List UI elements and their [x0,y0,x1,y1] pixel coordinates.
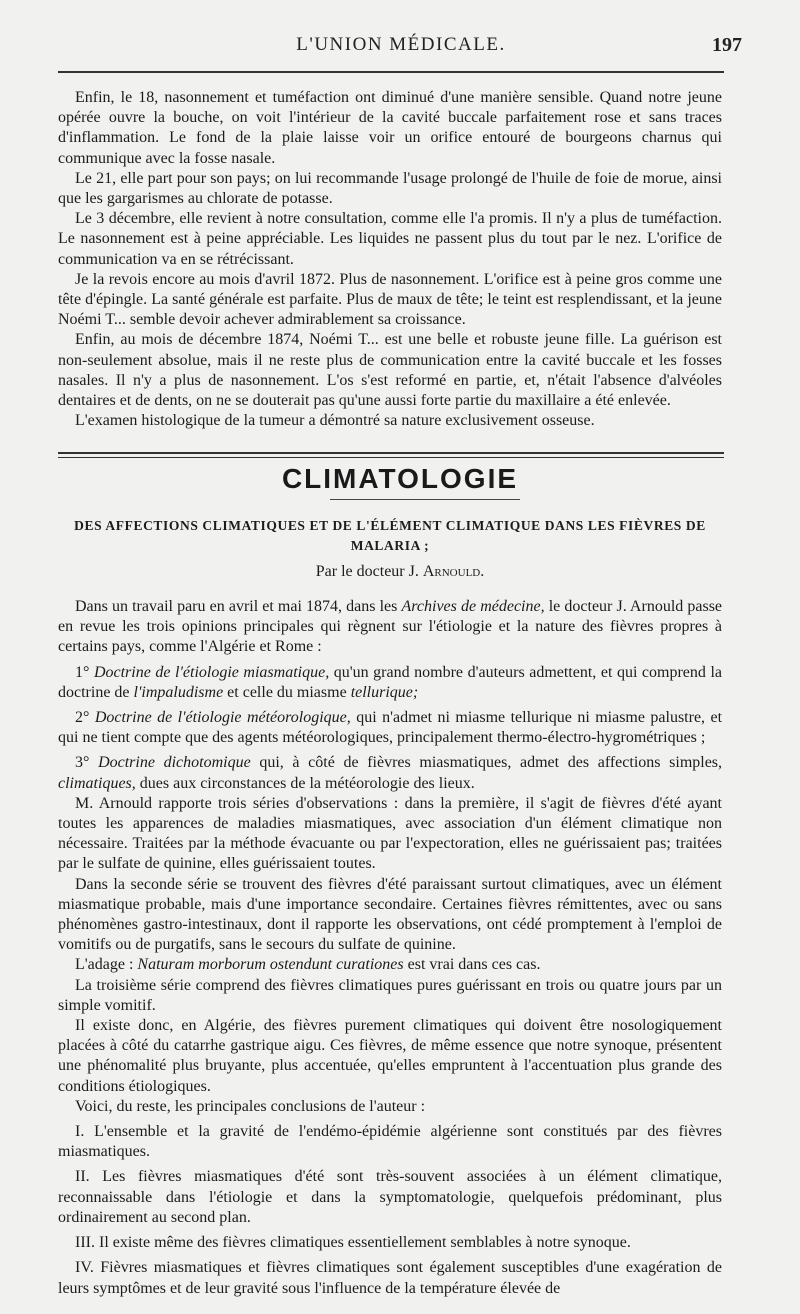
paragraph: Le 21, elle part pour son pays; on lui recommande l'usage prolongé de l'huile de foie de morue, ainsi que les gargarismes au chlorate de potasse. [58,169,722,208]
conclusions-intro: Voici, du reste, les principales conclusions de l'auteur : [75,1097,426,1115]
case-report-continuation [58,88,722,431]
page-number: 197 [712,34,742,56]
running-header [60,34,742,62]
article-title: DES AFFECTIONS CLIMATIQUES ET DE L'ÉLÉMENT CLIMATIQUE DANS LES FIÈVRES DE MALARIA ; [74,518,706,553]
title-underline [330,499,520,500]
paragraph: Enfin, le 18, nasonnement et tuméfaction ont diminué d'une manière sensible. Quand notre jeune opérée ouvre la bouche, on voit l'intérieur de la cavité buccale parfaitement rose et sans traces d'inflammation. Le fond de la plaie laisse voir un orifice entouré de bourgeons charnus qui communique avec la fosse nasale. [58,89,722,167]
opinion-1: 1° Doctrine de l'étiologie miasmatique, qu'un grand nombre d'auteurs admettent, et qui comprend la doctrine de l'impaludisme et celle du miasme tellurique; [58,663,722,701]
observation-series-3: La troisième série comprend des fièvres climatiques pures guérissant en trois ou quatre jours par un simple vomitif. [58,976,722,1014]
conclusion-4: IV. Fièvres miasmatiques et fièvres climatiques sont également susceptibles d'une exagération de leurs symptômes et de leur gravité sous l'influence de la température élevée de [58,1259,722,1297]
conclusion-3: III. Il existe même des fièvres climatiques essentiellement semblables à notre synoque. [75,1234,631,1252]
section-divider-bottom [58,457,724,458]
opinion-3: 3° Doctrine dichotomique qui, à côté de fièvres miasmatiques, admet des affections simples, climatiques, dues aux circonstances de la météorologie des lieux. [58,754,723,792]
byline [0,563,800,581]
paragraph: Je la revois encore au mois d'avril 1872. Plus de nasonnement. L'orifice est à peine gros comme une tête d'épingle. La santé générale est parfaite. Plus de maux de tête; le teint est resplendissant, et la jeune Noémi T... semble devoir achever admirablement sa croissance. [58,270,722,329]
journal-name: Archives de médecine, [401,598,545,615]
byline-prefix: Par le docteur J. [315,563,419,580]
section-divider-top [58,452,724,454]
paragraph: Le 3 décembre, elle revient à notre consultation, comme elle l'a promis. Il n'y a plus de tuméfaction. Le nasonnement est à peine appréciable. Les liquides ne passent plus du tout par le nez. L'orifice de communication va en se rétrécissant. [58,210,722,268]
intro-paragraph: Dans un travail paru en avril et mai 1874, dans les Archives de médecine, le docteur J. Arnould passe en revue les trois opinions principales qui règnent sur l'étiologie et la nature des fièvres propres à certains pays, comme l'Algérie et Rome : [58,598,723,656]
adage: L'adage : Naturam morborum ostendunt curationes est vrai dans ces cas. [75,956,541,974]
header-rule [58,71,724,73]
observation-series-1: M. Arnould rapporte trois séries d'observations : dans la première, il s'agit de fièvres d'été ayant toutes les apparences de maladies miasmatiques, avec association d'un élément climatique non nécessaire. Traitées par la méthode évacuante ou par l'expectoration, elles ne guérissaient pas; traitées par le sulfate de quinine, elles guérissaient toutes. [58,794,722,873]
author-name: Arnould. [422,563,485,580]
paragraph: Enfin, au mois de décembre 1874, Noémi T... est une belle et robuste jeune fille. La guérison est non-seulement absolue, mais il ne reste plus de communication entre la cavité buccale et les fosses nasales. Il n'y a plus de nasonnement. L'os s'est reformé en partie, et, n'était l'absence d'alvéoles dentaires et de dents, on ne se douterait pas qu'une aussi forte partie du maxillaire a été enlevée. [58,331,722,410]
conclusion-1: I. L'ensemble et la gravité de l'endémo-épidémie algérienne sont constitués par des fièvres miasmatiques. [58,1123,722,1161]
discussion-paragraph: Il existe donc, en Algérie, des fièvres purement climatiques qui doivent être nosologiquement placées à côté du catarrhe gastrique aigu. Ces fièvres, de même essence que notre synoque, présentent une phénomalité plus bruyante, plus accentuée, qu'elles empruntent à l'accentuation plus grande des conditions étiologiques. [58,1017,722,1095]
opinion-2: 2° Doctrine de l'étiologie météorologique, qui n'admet ni miasme tellurique ni miasme palustre, et qui ne tient compte que des agents météorologiques, principalement thermo-électro-hygrométriques ; [58,709,723,747]
observation-series-2: Dans la seconde série se trouvent des fièvres d'été paraissant surtout climatiques, avec un élément miasmatique probable, mais d'une importance secondaire. Certaines fièvres rémittentes, avec ou sans phénomènes gastro-intestinaux, dont il rapporte les observations, ont cédé promptement à l'emploi de vomitifs ou de purgatifs, sans le secours du sulfate de quinine. [58,875,722,954]
article-body [58,597,722,1299]
paragraph: L'examen histologique de la tumeur a démontré sa nature exclusivement osseuse. [75,412,595,430]
journal-title: L'UNION MÉDICALE. [296,34,506,55]
section-title: CLIMATOLOGIE [281,463,519,494]
conclusion-2: II. Les fièvres miasmatiques d'été sont très-souvent associées à un élément climatique, reconnaissable dans l'étiologie et dans la symptomatologie, quelquefois prédominant, plus ordinairement au second plan. [58,1168,722,1226]
